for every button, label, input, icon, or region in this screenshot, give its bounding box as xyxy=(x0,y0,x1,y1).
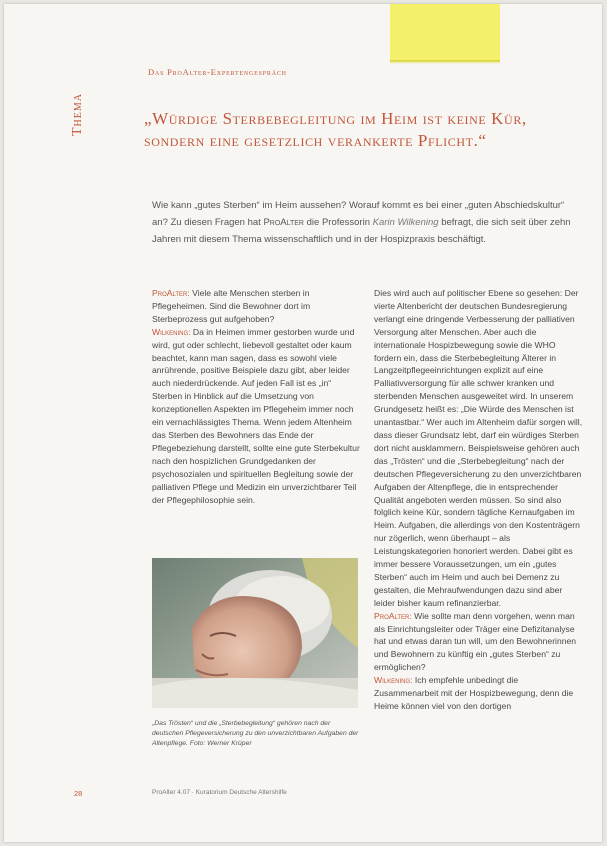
intro-person: Karin Wilkening xyxy=(372,217,439,228)
question-text: Wie sollte man denn vorgehen, wenn man als Einrichtungsleiter oder Träger eine Defizitanalyse hat und etwas daran tun will, um den Bewohnerinnen und Bewohnern zu künftig ein „gutes Sterben“ zu ermöglichen? xyxy=(374,610,577,673)
photo-illustration xyxy=(152,558,358,708)
answer-text: Da in Heimen immer gestorben wurde und wird, gut oder schlecht, liebevoll gestaltet oder kaum beachtet, kann man sagen, dass es sowohl viele anrührende, positive Beispiele dazu gibt, aber leider auch niederdrückende. Auf jeden Fall ist es „in“ Sterben in Hinblick auf die Umsetzung von konzeptionellen Aspekten im Pflegeheim immer noch ein vernachlässigtes Thema. Wenn jedem Altenheim das Sterben des Bewohners das Ende der Pflegebeziehung darstellt, sollte eine gute Sterbekultur nach den hospizlichen Grundgedanken der psychosozialen und spirituellen Begleitung sowie der palliativen Pflege und Medizin ein unverzichtbarer Teil der Pflegephilosophie sein. xyxy=(152,326,360,505)
speaker-label: ProAlter: xyxy=(374,610,412,621)
answer-text: Ich empfehle unbedingt die Zusammenarbeit mit der Hospizbewegung, denn die Heime können viel von den dortigen xyxy=(374,675,574,711)
section-label: Thema xyxy=(70,93,85,136)
speaker-label: ProAlter: xyxy=(152,288,190,298)
magazine-page xyxy=(4,4,602,842)
question-text: Viele alte Menschen sterben in Pflegeheimen. Sind die Bewohner dort im Sterbeprozess gut aufgehoben? xyxy=(152,288,311,324)
footer-publication: ProAlter 4.07 · Kuratorium Deutsche Altershilfe xyxy=(152,789,287,796)
photo-caption: „Das Trösten“ und die „Sterbebegleitung“ gehören nach der deutschen Pflegeversicherung zu den unverzichtbaren Aufgaben der Altenpflege. Foto: Werner Krüper xyxy=(152,720,359,747)
left-column xyxy=(152,287,362,527)
paragraph: Dies wird auch auf politischer Ebene so gesehen: Der vierte Altenbericht der deutschen Bundesregierung verlangt eine dringende Verbesserung der palliativen Versorgung alter Menschen. Aber auch die internationale Hospizbewegung sowie die WHO fordern ein, dass die Sterbebegleitung Älterer in Langzeitpflegeeinrichtungen explizit auf eine Palliativversorgung für alle schwer kranken und sterbenden Menschen ausgeweitet wird. In unserem Grundgesetz heißt es: „Die Würde des Menschen ist unantastbar.“ Wer auch im Altenheim dafür sorgen will, dass dieser Grundsatz lebt, darf ein würdiges Sterben dort nicht ausklammern. Beispielsweise gehören auch das „Trösten“ und die „Sterbebegleitung“ nach der deutschen Pflegeversicherung zu den unverzichtbaren Aufgaben der Altenpflege, die in entsprechender Qualität angeboten werden müssen. So sind also folglich keine Kür, sondern tägliche Kernaufgaben im Heim. Aufgaben, die allerdings von den Kostenträgern nur zögerlich, wenn überhaupt – als Leistungskategorien honoriert werden. Dabei gibt es immer bessere Voraussetzungen, um ein „gutes Sterben“ auch im Heim und auch bei Demenz zu gestalten, die Mehraufwendungen dazu sind aber leider bisher kaum refinanzierbar. xyxy=(374,288,583,608)
sticky-note-shadow xyxy=(390,60,500,64)
sticky-note xyxy=(390,4,500,62)
intro-text-c: befragt, die sich seit über zehn Jahren mit diesem Thema wissenschaftlich und in der Hospizpraxis beschäftigt. xyxy=(152,217,571,245)
kicker: Das ProAlter-Expertengespräch xyxy=(148,67,287,77)
page-title: „Würdige Sterbebegleitung im Heim ist keine Kür, sondern eine gesetzlich verankerte Pflicht.“ xyxy=(144,109,527,150)
speaker-label: Wilkening: xyxy=(152,326,191,337)
photo-elderly-person xyxy=(152,558,358,708)
intro-brand: ProAlter xyxy=(263,217,304,228)
intro-paragraph xyxy=(152,197,580,248)
intro-text-a: Wie kann „gutes Sterben“ im Heim aussehen? Worauf kommt es bei einer „guten Abschiedskultur“ an? Zu diesen Fragen hat xyxy=(152,200,565,228)
page-number: 28 xyxy=(74,789,83,798)
speaker-label: Wilkening: xyxy=(374,675,413,686)
right-column xyxy=(374,287,584,757)
intro-text-b: die Professorin xyxy=(303,217,373,228)
